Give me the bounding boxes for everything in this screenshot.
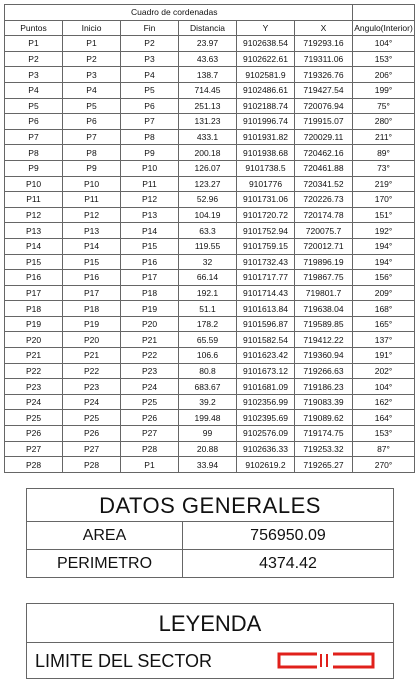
table-body	[5, 36, 415, 473]
table-cell: P7	[121, 114, 179, 130]
table-cell: P17	[121, 270, 179, 286]
table-cell: P27	[121, 426, 179, 442]
table-cell: 720462.16	[295, 145, 353, 161]
table-row	[5, 254, 415, 270]
table-cell: 719638.04	[295, 301, 353, 317]
table-cell: P14	[5, 238, 63, 254]
table-row	[5, 426, 415, 442]
leyenda-item	[27, 643, 393, 678]
table-cell: 9101582.54	[237, 332, 295, 348]
table-cell: 119.55	[179, 238, 237, 254]
table-cell: P3	[5, 67, 63, 83]
table-cell: 75°	[353, 98, 415, 114]
table-cell: P8	[63, 145, 121, 161]
table-cell: P12	[5, 207, 63, 223]
table-row	[5, 51, 415, 67]
table-cell: 9101732.43	[237, 254, 295, 270]
table-cell: 719265.27	[295, 457, 353, 473]
table-cell: P26	[63, 426, 121, 442]
table-cell: 9101731.06	[237, 192, 295, 208]
table-cell: 87°	[353, 441, 415, 457]
table-cell: P15	[63, 254, 121, 270]
table-row	[5, 223, 415, 239]
table-cell: P28	[5, 457, 63, 473]
table-cell: P21	[63, 348, 121, 364]
table-cell: P19	[5, 316, 63, 332]
table-cell: 9102356.99	[237, 394, 295, 410]
table-cell: 9102622.61	[237, 51, 295, 67]
area-label: AREA	[27, 522, 183, 549]
table-cell: P12	[121, 192, 179, 208]
table-row	[5, 363, 415, 379]
limite-del-sector-label: LIMITE DEL SECTOR	[35, 651, 213, 671]
table-cell: P1	[5, 36, 63, 52]
table-row	[5, 207, 415, 223]
table-cell: P22	[5, 363, 63, 379]
table-cell: P18	[121, 285, 179, 301]
table-cell: 151°	[353, 207, 415, 223]
table-cell: P6	[63, 114, 121, 130]
table-cell: P12	[63, 207, 121, 223]
table-row	[5, 82, 415, 98]
table-cell: P21	[121, 332, 179, 348]
table-cell: 192.1	[179, 285, 237, 301]
column-header: X	[295, 20, 353, 36]
table-cell: P9	[63, 160, 121, 176]
table-cell: 123.27	[179, 176, 237, 192]
table-cell: P6	[5, 114, 63, 130]
table-cell: P6	[121, 98, 179, 114]
table-header-row	[5, 20, 415, 36]
table-cell: P23	[5, 379, 63, 395]
table-cell: 270°	[353, 457, 415, 473]
table-cell: P20	[121, 316, 179, 332]
area-row	[27, 522, 393, 550]
table-row	[5, 379, 415, 395]
table-row	[5, 160, 415, 176]
sector-boundary-symbol	[277, 651, 377, 671]
table-cell: P26	[121, 410, 179, 426]
table-cell: 719412.22	[295, 332, 353, 348]
table-row	[5, 114, 415, 130]
table-cell: 192°	[353, 223, 415, 239]
table-cell: 153°	[353, 426, 415, 442]
table-row	[5, 332, 415, 348]
table-cell: 9101673.12	[237, 363, 295, 379]
table-cell: P17	[5, 285, 63, 301]
table-cell: 39.2	[179, 394, 237, 410]
table-cell: P28	[121, 441, 179, 457]
table-cell: 433.1	[179, 129, 237, 145]
table-cell: 153°	[353, 51, 415, 67]
table-cell: P22	[121, 348, 179, 364]
table-cell: 89°	[353, 145, 415, 161]
table-cell: P13	[121, 207, 179, 223]
table-cell: P10	[121, 160, 179, 176]
table-cell: P7	[63, 129, 121, 145]
table-row	[5, 394, 415, 410]
table-cell: P10	[5, 176, 63, 192]
perimetro-row	[27, 550, 393, 577]
table-cell: 719427.54	[295, 82, 353, 98]
table-cell: 719186.23	[295, 379, 353, 395]
table-cell: 683.67	[179, 379, 237, 395]
table-cell: 66.14	[179, 270, 237, 286]
table-cell: 9102395.69	[237, 410, 295, 426]
table-row	[5, 192, 415, 208]
table-cell: P13	[63, 223, 121, 239]
table-row	[5, 410, 415, 426]
table-row	[5, 270, 415, 286]
table-cell: P4	[5, 82, 63, 98]
table-cell: 719293.16	[295, 36, 353, 52]
table-cell: 9102636.33	[237, 441, 295, 457]
table-cell: P2	[63, 51, 121, 67]
table-cell: 719253.32	[295, 441, 353, 457]
column-header: Distancia	[179, 20, 237, 36]
table-cell: 719174.75	[295, 426, 353, 442]
table-cell: 719089.62	[295, 410, 353, 426]
table-row	[5, 36, 415, 52]
table-cell: 720029.11	[295, 129, 353, 145]
table-cell: 720012.71	[295, 238, 353, 254]
table-cell: P11	[63, 192, 121, 208]
table-cell: 104°	[353, 36, 415, 52]
table-row	[5, 238, 415, 254]
table-row	[5, 145, 415, 161]
table-cell: 719867.75	[295, 270, 353, 286]
leyenda-box	[26, 603, 394, 679]
table-cell: P11	[5, 192, 63, 208]
table-cell: 32	[179, 254, 237, 270]
table-cell: P5	[5, 98, 63, 114]
table-cell: 714.45	[179, 82, 237, 98]
table-cell: P25	[63, 410, 121, 426]
table-cell: P27	[5, 441, 63, 457]
table-cell: P20	[5, 332, 63, 348]
coordinates-table	[4, 4, 415, 473]
table-cell: P15	[121, 238, 179, 254]
table-cell: 9101938.68	[237, 145, 295, 161]
table-cell: 168°	[353, 301, 415, 317]
table-cell: 199.48	[179, 410, 237, 426]
table-cell: P18	[63, 301, 121, 317]
table-cell: P16	[63, 270, 121, 286]
table-cell: 106.6	[179, 348, 237, 364]
table-cell: P22	[63, 363, 121, 379]
table-cell: P23	[63, 379, 121, 395]
table-cell: P24	[5, 394, 63, 410]
table-cell: P27	[63, 441, 121, 457]
table-cell: 9101996.74	[237, 114, 295, 130]
table-cell: 80.8	[179, 363, 237, 379]
table-cell: P9	[121, 145, 179, 161]
table-cell: 206°	[353, 67, 415, 83]
table-cell: P4	[63, 82, 121, 98]
table-cell: 131.23	[179, 114, 237, 130]
table-cell: 138.7	[179, 67, 237, 83]
table-cell: P25	[5, 410, 63, 426]
column-header: Inicio	[63, 20, 121, 36]
datos-generales-box	[26, 488, 394, 578]
table-cell: 9101720.72	[237, 207, 295, 223]
table-cell: 104°	[353, 379, 415, 395]
table-cell: 20.88	[179, 441, 237, 457]
table-row	[5, 348, 415, 364]
table-cell: P10	[63, 176, 121, 192]
table-cell: 199°	[353, 82, 415, 98]
table-cell: 126.07	[179, 160, 237, 176]
table-row	[5, 457, 415, 473]
table-cell: P5	[121, 82, 179, 98]
table-cell: P5	[63, 98, 121, 114]
table-cell: 219°	[353, 176, 415, 192]
table-cell: 719896.19	[295, 254, 353, 270]
table-row	[5, 441, 415, 457]
table-cell: P23	[121, 363, 179, 379]
table-cell: P13	[5, 223, 63, 239]
table-cell: P8	[5, 145, 63, 161]
table-row	[5, 285, 415, 301]
table-cell: 194°	[353, 254, 415, 270]
table-cell: 9101931.82	[237, 129, 295, 145]
table-cell: P9	[5, 160, 63, 176]
table-cell: 719915.07	[295, 114, 353, 130]
table-cell: P14	[63, 238, 121, 254]
table-cell: 165°	[353, 316, 415, 332]
table-title: Cuadro de cordenadas	[5, 5, 353, 21]
table-cell: P24	[121, 379, 179, 395]
table-row	[5, 176, 415, 192]
table-cell: 720461.88	[295, 160, 353, 176]
table-title-blank-cell	[353, 5, 415, 21]
table-cell: P8	[121, 129, 179, 145]
table-cell: P3	[63, 67, 121, 83]
table-cell: 9101613.84	[237, 301, 295, 317]
table-cell: 720226.73	[295, 192, 353, 208]
table-cell: 9101681.09	[237, 379, 295, 395]
table-cell: 65.59	[179, 332, 237, 348]
table-cell: 719360.94	[295, 348, 353, 364]
table-cell: P1	[121, 457, 179, 473]
table-cell: 9101752.94	[237, 223, 295, 239]
table-cell: 162°	[353, 394, 415, 410]
table-row	[5, 67, 415, 83]
table-cell: 9101717.77	[237, 270, 295, 286]
table-cell: P4	[121, 67, 179, 83]
table-cell: 720174.78	[295, 207, 353, 223]
table-cell: 720075.7	[295, 223, 353, 239]
table-cell: 9101776	[237, 176, 295, 192]
area-value: 756950.09	[250, 527, 326, 544]
table-cell: P26	[5, 426, 63, 442]
table-cell: P21	[5, 348, 63, 364]
table-cell: 99	[179, 426, 237, 442]
table-row	[5, 129, 415, 145]
table-cell: 280°	[353, 114, 415, 130]
table-cell: 9102619.2	[237, 457, 295, 473]
table-cell: 51.1	[179, 301, 237, 317]
column-header: Fin	[121, 20, 179, 36]
table-cell: P15	[5, 254, 63, 270]
table-cell: 137°	[353, 332, 415, 348]
table-cell: 9101714.43	[237, 285, 295, 301]
table-cell: 9101596.87	[237, 316, 295, 332]
table-cell: P16	[5, 270, 63, 286]
table-cell: P2	[5, 51, 63, 67]
table-cell: 9102581.9	[237, 67, 295, 83]
table-cell: 9102576.09	[237, 426, 295, 442]
table-cell: 178.2	[179, 316, 237, 332]
column-header: Angulo(Interior)	[353, 20, 415, 36]
perimetro-value: 4374.42	[259, 555, 317, 572]
table-cell: 202°	[353, 363, 415, 379]
table-cell: 251.13	[179, 98, 237, 114]
table-cell: 73°	[353, 160, 415, 176]
table-cell: 719589.85	[295, 316, 353, 332]
table-cell: 104.19	[179, 207, 237, 223]
table-cell: P25	[121, 394, 179, 410]
column-header: Y	[237, 20, 295, 36]
table-cell: 194°	[353, 238, 415, 254]
table-cell: 33.94	[179, 457, 237, 473]
perimetro-label: PERIMETRO	[27, 550, 183, 577]
table-cell: P16	[121, 254, 179, 270]
datos-generales-title: DATOS GENERALES	[27, 489, 393, 522]
table-cell: 63.3	[179, 223, 237, 239]
table-cell: 719083.39	[295, 394, 353, 410]
table-cell: 719801.7	[295, 285, 353, 301]
table-cell: P24	[63, 394, 121, 410]
table-cell: P3	[121, 51, 179, 67]
table-cell: 719326.76	[295, 67, 353, 83]
table-cell: 43.63	[179, 51, 237, 67]
table-cell: P20	[63, 332, 121, 348]
table-cell: 719266.63	[295, 363, 353, 379]
table-cell: P17	[63, 285, 121, 301]
table-cell: 170°	[353, 192, 415, 208]
table-cell: 720076.94	[295, 98, 353, 114]
table-cell: P19	[121, 301, 179, 317]
table-cell: P7	[5, 129, 63, 145]
leyenda-title: LEYENDA	[27, 604, 393, 643]
table-cell: 164°	[353, 410, 415, 426]
table-row	[5, 98, 415, 114]
table-cell: 191°	[353, 348, 415, 364]
table-cell: 211°	[353, 129, 415, 145]
table-cell: 9102188.74	[237, 98, 295, 114]
table-cell: P18	[5, 301, 63, 317]
table-cell: 9101738.5	[237, 160, 295, 176]
table-cell: 9101623.42	[237, 348, 295, 364]
table-cell: P19	[63, 316, 121, 332]
table-cell: 156°	[353, 270, 415, 286]
table-cell: 719311.06	[295, 51, 353, 67]
table-cell: 9101759.15	[237, 238, 295, 254]
table-cell: 9102486.61	[237, 82, 295, 98]
table-cell: 9102638.54	[237, 36, 295, 52]
table-cell: P11	[121, 176, 179, 192]
column-header: Puntos	[5, 20, 63, 36]
table-cell: 209°	[353, 285, 415, 301]
table-cell: 720341.52	[295, 176, 353, 192]
table-cell: 23.97	[179, 36, 237, 52]
table-cell: P28	[63, 457, 121, 473]
sector-boundary-gap	[317, 652, 333, 670]
table-cell: 200.18	[179, 145, 237, 161]
table-cell: P14	[121, 223, 179, 239]
table-cell: 52.96	[179, 192, 237, 208]
table-row	[5, 316, 415, 332]
table-cell: P1	[63, 36, 121, 52]
table-row	[5, 301, 415, 317]
table-cell: P2	[121, 36, 179, 52]
